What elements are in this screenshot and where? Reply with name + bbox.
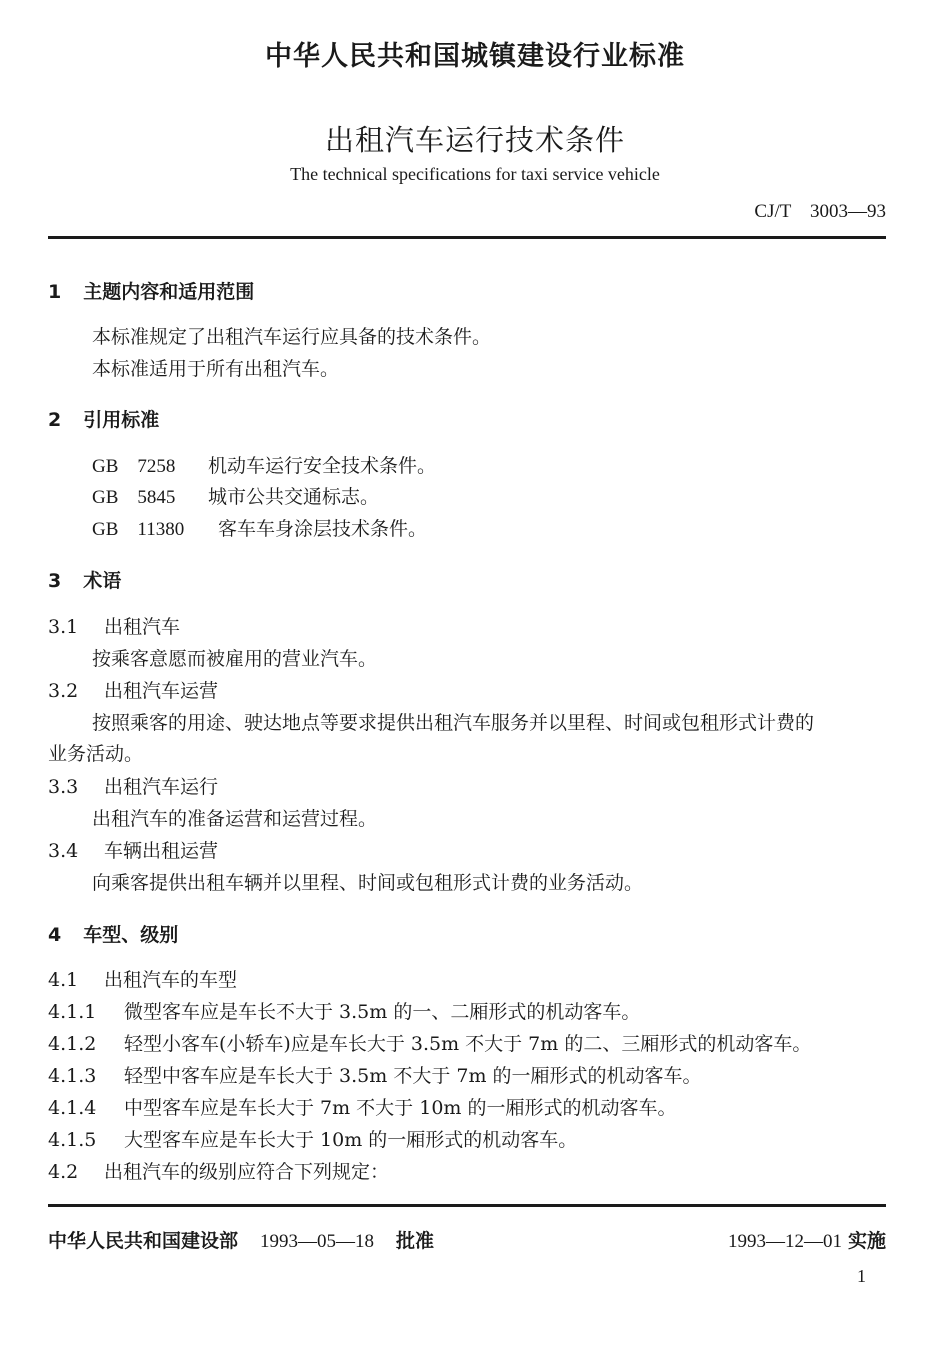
clause-number: 4.1 — [48, 969, 79, 991]
reference-item — [92, 516, 427, 543]
section-number: 1 — [48, 281, 62, 303]
clause-number: 4.1.4 — [48, 1097, 97, 1119]
section-1-heading — [48, 277, 254, 304]
reference-code: GB 5845 — [92, 487, 176, 508]
term-definition: 出租汽车的准备运营和运营过程。 — [92, 808, 378, 830]
clause-text: 大型客车应是车长大于 10m 的一厢形式的机动客车。 — [124, 1129, 578, 1151]
clause — [48, 1159, 389, 1185]
clause-number: 4.1.3 — [48, 1065, 97, 1087]
term-definition: 按乘客意愿而被雇用的营业汽车。 — [92, 648, 378, 670]
term-definition-continued: 业务活动。 — [48, 743, 144, 765]
clause-text: 轻型中客车应是车长大于 3.5m 不大于 7m 的一厢形式的机动客车。 — [124, 1065, 702, 1087]
english-title: The technical specifications for taxi service vehicle — [290, 164, 660, 184]
section-title: 主题内容和适用范围 — [83, 281, 255, 303]
clause-number: 4.1.1 — [48, 1001, 97, 1023]
term-name: 出租汽车运行 — [104, 776, 219, 798]
clause — [48, 999, 640, 1025]
clause-text: 出租汽车的级别应符合下列规定： — [104, 1161, 390, 1183]
effective-line — [728, 1226, 886, 1253]
paragraph: 本标准规定了出租汽车运行应具备的技术条件。 — [92, 326, 492, 348]
section-title: 车型、级别 — [83, 924, 179, 946]
footer-divider — [48, 1204, 886, 1207]
approval-line — [48, 1226, 434, 1253]
clause-number: 3.4 — [48, 840, 79, 862]
term-definition: 按照乘客的用途、驶达地点等要求提供出租汽车服务并以里程、时间或包租形式计费的 — [92, 712, 815, 734]
effective-label: 实施 — [847, 1230, 886, 1252]
clause-text: 出租汽车的车型 — [104, 969, 238, 991]
term-heading — [48, 614, 180, 640]
clause-number: 3.3 — [48, 776, 79, 798]
clause-number: 4.1.2 — [48, 1033, 97, 1055]
reference-item — [92, 484, 379, 511]
clause-number: 3.1 — [48, 616, 79, 638]
page-number: 1 — [857, 1266, 866, 1286]
section-4-heading — [48, 920, 178, 947]
page-title: 出租汽车运行技术条件 — [324, 123, 625, 157]
section-2-heading — [48, 405, 159, 432]
section-number: 4 — [48, 924, 62, 946]
clause-number: 4.1.5 — [48, 1129, 97, 1151]
term-heading — [48, 774, 218, 800]
term-name: 车辆出租运营 — [104, 840, 219, 862]
issuer: 中华人民共和国建设部 — [48, 1230, 239, 1252]
section-3-heading — [48, 566, 121, 593]
paragraph: 本标准适用于所有出租汽车。 — [92, 358, 340, 380]
clause-text: 中型客车应是车长大于 7m 不大于 10m 的一厢形式的机动客车。 — [124, 1097, 677, 1119]
clause-number: 3.2 — [48, 680, 79, 702]
standard-category: 中华人民共和国城镇建设行业标准 — [265, 41, 685, 72]
clause — [48, 1127, 577, 1153]
clause — [48, 967, 237, 993]
term-heading — [48, 838, 218, 864]
effective-date: 1993—12—01 — [727, 1231, 842, 1252]
header-divider — [48, 236, 886, 239]
approve-date: 1993—05—18 — [260, 1231, 375, 1252]
term-name: 出租汽车运营 — [104, 680, 219, 702]
section-title: 术语 — [83, 570, 122, 592]
term-heading — [48, 678, 218, 704]
reference-code: GB 7258 — [92, 456, 176, 477]
term-name: 出租汽车 — [104, 616, 181, 638]
section-number: 3 — [48, 570, 62, 592]
clause — [48, 1095, 676, 1121]
reference-item — [92, 453, 436, 480]
clause-text: 轻型小客车(小轿车)应是车长大于 3.5m 不大于 7m 的二、三厢形式的机动客车。 — [124, 1033, 812, 1055]
reference-title: 客车车身涂层技术条件。 — [218, 518, 428, 540]
clause-text: 微型客车应是车长不大于 3.5m 的一、二厢形式的机动客车。 — [124, 1001, 641, 1023]
clause-number: 4.2 — [48, 1161, 79, 1183]
approve-label: 批准 — [396, 1230, 435, 1252]
clause — [48, 1063, 702, 1089]
reference-title: 机动车运行安全技术条件。 — [208, 455, 437, 477]
section-title: 引用标准 — [83, 409, 160, 431]
clause — [48, 1031, 811, 1057]
term-definition: 向乘客提供出租车辆并以里程、时间或包租形式计费的业务活动。 — [92, 872, 644, 894]
standard-number: CJ/T 3003—93 — [754, 201, 886, 222]
reference-code: GB 11380 — [92, 519, 185, 540]
reference-title: 城市公共交通标志。 — [208, 486, 380, 508]
section-number: 2 — [48, 409, 62, 431]
